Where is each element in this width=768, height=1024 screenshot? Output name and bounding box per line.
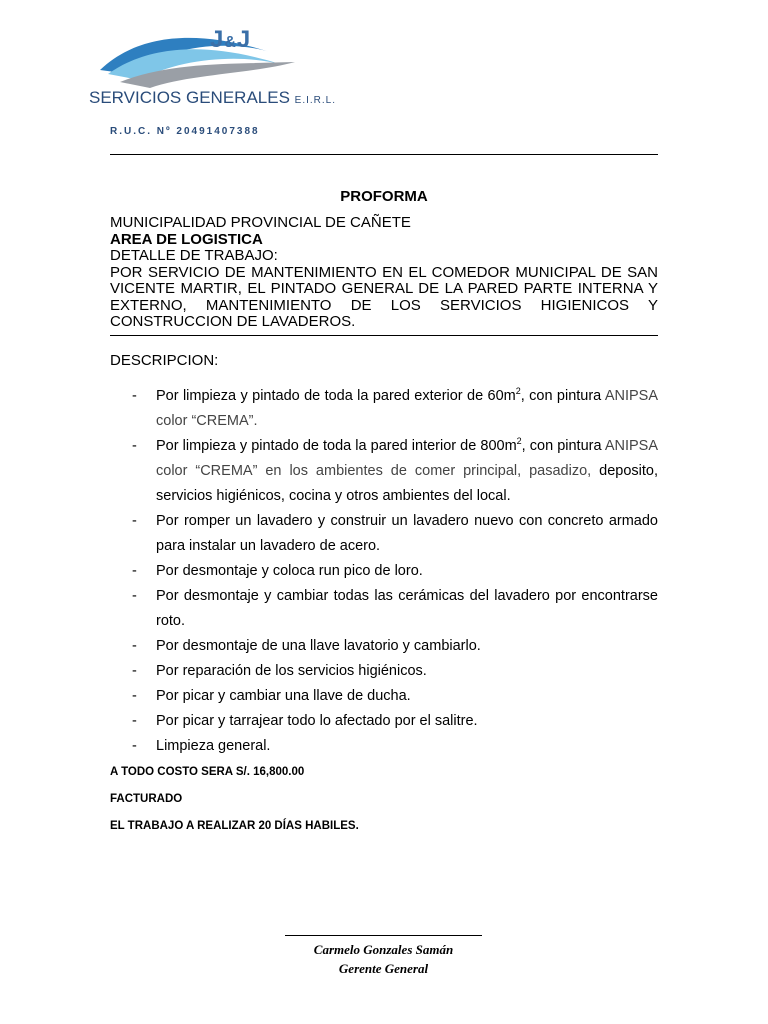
list-item: - Por limpieza y pintado de toda la pared interior de $800m^2$, con pintura ANIPSA color “CREMA” en los ambientes de comer principal, pasadizo, deposito, servicios higiénicos, cocina y otros ambientes del local. — [132, 436, 658, 504]
signature-line — [285, 935, 482, 936]
total-cost: A TODO COSTO SERA S/. 16,800.00 — [110, 766, 305, 778]
detail-label: DETALLE DE TRABAJO: — [110, 247, 278, 264]
billing-note: FACTURADO — [110, 793, 183, 805]
list-item: - Por picar y tarrajear todo lo afectado por el salitre. — [132, 713, 478, 729]
duration-note: EL TRABAJO A REALIZAR 20 DÍAS HABILES. — [110, 820, 359, 832]
list-item: - Por desmontaje de una llave lavatorio y cambiarlo. — [132, 638, 481, 654]
document-title: PROFORMA — [340, 188, 428, 205]
header-divider — [110, 154, 658, 155]
list-item: - Por desmontaje y cambiar todas las cerámicas del lavadero por encontrarse roto. — [132, 588, 658, 629]
signatory-role: Gerente General — [338, 961, 429, 976]
work-items-list — [110, 384, 658, 759]
section-divider — [110, 335, 658, 336]
list-item: - Por romper un lavadero y construir un lavadero nuevo con concreto armado para instalar un lavadero de acero. — [132, 513, 658, 554]
list-item: - Por desmontaje y coloca run pico de loro. — [132, 563, 423, 579]
detail-text: POR SERVICIO DE MANTENIMIENTO EN EL COMEDOR MUNICIPAL DE SAN VICENTE MARTIR, EL PINTADO GENERAL DE LA PARED PARTE INTERNA Y EXTERNO, MANTENIMIENTO DE LOS SERVICIOS HIGIENICOS Y CONSTRUCCION DE LAVADEROS. — [110, 263, 658, 330]
list-item: - Por reparación de los servicios higiénicos. — [132, 663, 427, 679]
list-item: - Por limpieza y pintado de toda la pared exterior de $60m^2$, con pintura ANIPSA color “CREMA”. — [132, 386, 659, 429]
logo-brand-text: J&J — [210, 26, 252, 53]
ruc-number: R.U.C. Nº 20491407388 — [110, 126, 260, 137]
work-header — [110, 215, 658, 331]
area-name: AREA DE LOGISTICA — [110, 230, 263, 248]
logo-company-name: SERVICIOS GENERALES E.I.R.L. — [89, 88, 337, 107]
list-item: - Por picar y cambiar una llave de ducha. — [132, 688, 411, 704]
signatory-name: Carmelo Gonzales Samán — [313, 942, 454, 957]
list-item: - Limpieza general. — [132, 738, 271, 754]
client-name: MUNICIPALIDAD PROVINCIAL DE CAÑETE — [110, 214, 411, 231]
description-label: DESCRIPCION: — [110, 352, 219, 369]
totals-block — [110, 766, 359, 847]
